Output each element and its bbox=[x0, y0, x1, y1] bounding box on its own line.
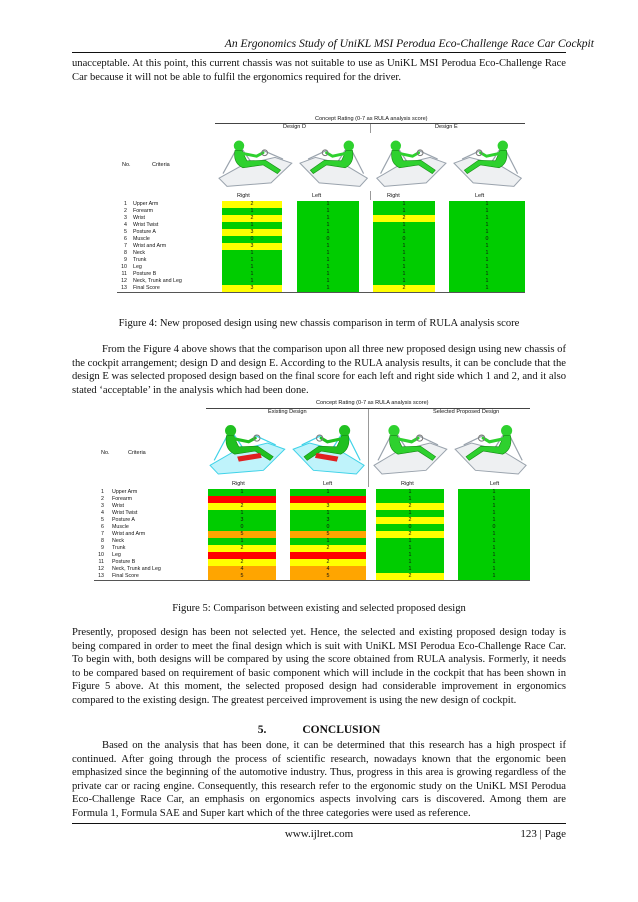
criteria-cell: Forearm bbox=[112, 496, 133, 502]
score-cell: 2 bbox=[290, 545, 366, 552]
table-row bbox=[105, 229, 525, 236]
row-number: 7 bbox=[101, 531, 104, 537]
existing-design-label: Existing Design bbox=[268, 409, 307, 415]
score-cell: 2 bbox=[208, 559, 276, 566]
score-cell: 1 bbox=[208, 538, 276, 545]
score-cell: 0 bbox=[458, 524, 530, 531]
score-cell: 1 bbox=[297, 222, 359, 229]
score-cell: 1 bbox=[373, 229, 435, 236]
score-cell: 1 bbox=[458, 552, 530, 559]
score-cell: 2 bbox=[373, 285, 435, 292]
figure-4-caption: Figure 4: New proposed design using new chassis comparison in term of RULA analysis score bbox=[118, 318, 520, 329]
side-label: Right bbox=[237, 193, 250, 199]
table-row bbox=[90, 524, 530, 531]
score-cell: 1 bbox=[373, 278, 435, 285]
criteria-cell: Forearm bbox=[133, 208, 154, 214]
score-cell: 1 bbox=[222, 257, 282, 264]
rula-illustration bbox=[206, 417, 288, 479]
score-cell: 1 bbox=[449, 215, 525, 222]
row-number: 5 bbox=[124, 229, 127, 235]
score-cell: 2 bbox=[222, 215, 282, 222]
table-bottom-rule bbox=[94, 580, 530, 581]
criteria-cell: Upper Arm bbox=[133, 201, 159, 207]
score-cell bbox=[208, 552, 276, 559]
score-cell: 1 bbox=[297, 243, 359, 250]
table-row bbox=[105, 215, 525, 222]
score-cell: 4 bbox=[208, 566, 276, 573]
score-cell: 5 bbox=[290, 531, 366, 538]
row-number: 4 bbox=[101, 510, 104, 516]
table-row bbox=[90, 545, 530, 552]
row-number: 10 bbox=[121, 264, 127, 270]
criteria-label: Criteria bbox=[128, 450, 146, 456]
score-cell: 1 bbox=[297, 215, 359, 222]
side-label: Left bbox=[312, 193, 322, 199]
no-label: No. bbox=[101, 450, 110, 456]
criteria-cell: Leg bbox=[133, 264, 142, 270]
design-e-label: Design E bbox=[435, 124, 458, 130]
score-cell: 2 bbox=[208, 503, 276, 510]
score-cell: 1 bbox=[373, 271, 435, 278]
criteria-cell: Wrist and Arm bbox=[133, 243, 167, 249]
rula-illustration bbox=[297, 133, 371, 191]
footer-rule bbox=[72, 823, 566, 824]
score-cell: 1 bbox=[376, 510, 444, 517]
row-number: 3 bbox=[124, 215, 127, 221]
score-cell: 2 bbox=[373, 215, 435, 222]
table-row bbox=[90, 517, 530, 524]
row-number: 2 bbox=[101, 496, 104, 502]
score-cell: 0 bbox=[290, 524, 366, 531]
row-number: 12 bbox=[121, 278, 127, 284]
criteria-cell: Wrist Twist bbox=[112, 510, 138, 516]
score-cell: 1 bbox=[449, 208, 525, 215]
table-bottom-rule bbox=[117, 292, 525, 293]
score-cell: 1 bbox=[373, 243, 435, 250]
table-row bbox=[90, 531, 530, 538]
score-cell: 3 bbox=[290, 503, 366, 510]
score-cell: 1 bbox=[297, 271, 359, 278]
table-row bbox=[90, 538, 530, 545]
score-cell: 1 bbox=[376, 552, 444, 559]
score-cell: 1 bbox=[290, 489, 366, 496]
score-cell: 1 bbox=[297, 257, 359, 264]
score-cell: 1 bbox=[222, 222, 282, 229]
row-number: 11 bbox=[98, 559, 104, 565]
score-cell: 1 bbox=[297, 285, 359, 292]
page-number: 123 | Page bbox=[520, 828, 566, 840]
rula-illustration bbox=[451, 133, 525, 191]
rula-illustration bbox=[215, 133, 295, 191]
table-row bbox=[90, 503, 530, 510]
score-cell: 1 bbox=[297, 201, 359, 208]
table-row bbox=[105, 264, 525, 271]
score-table bbox=[90, 489, 530, 580]
section-number: 5. bbox=[257, 724, 267, 736]
score-cell: 5 bbox=[208, 531, 276, 538]
rula-illustration bbox=[373, 133, 449, 191]
row-number: 13 bbox=[121, 285, 127, 291]
paragraph-conclusion: Based on the analysis that has been done, it can be determined that this research has a high prospect if continued. After going through the process of scientific research, nowadays known that the ergonomic been emphasized since the beginning of the automotive industry. Thus, progress in this area is growing regardless of the private car or racing engine. Consequently, this research refer to the ergonomic study on the UniKL MSI Perodua Eco-Challenge Race Car, an emphasis on ergonomics aspects involving cars is discovered. Among them are Formula 1, Formula SAE and Super kart which of the three categories were used as reference. bbox=[72, 740, 566, 819]
score-cell: 1 bbox=[373, 222, 435, 229]
score-cell: 1 bbox=[376, 559, 444, 566]
rula-illustration bbox=[290, 417, 368, 479]
row-number: 9 bbox=[124, 257, 127, 263]
score-cell: 0 bbox=[222, 236, 282, 243]
side-label: Right bbox=[387, 193, 400, 199]
criteria-cell: Wrist and Arm bbox=[112, 531, 146, 537]
table-row bbox=[105, 285, 525, 292]
score-cell: 1 bbox=[297, 250, 359, 257]
score-cell: 1 bbox=[373, 208, 435, 215]
table-row bbox=[90, 489, 530, 496]
running-head: An Ergonomics Study of UniKL MSI Perodua Eco-Challenge Race Car Cockpit bbox=[224, 37, 594, 50]
criteria-cell: Wrist bbox=[112, 503, 124, 509]
criteria-cell: Final Score bbox=[133, 285, 160, 291]
score-cell: 1 bbox=[458, 496, 530, 503]
score-cell: 1 bbox=[458, 538, 530, 545]
score-cell: 1 bbox=[458, 566, 530, 573]
score-cell: 1 bbox=[458, 489, 530, 496]
score-cell: 5 bbox=[290, 573, 366, 580]
table-row bbox=[90, 559, 530, 566]
criteria-cell: Posture B bbox=[133, 271, 157, 277]
no-label: No. bbox=[122, 162, 131, 168]
score-cell: 1 bbox=[290, 538, 366, 545]
score-cell: 2 bbox=[376, 503, 444, 510]
side-label: Left bbox=[323, 481, 333, 487]
section-title: CONCLUSION bbox=[302, 724, 381, 736]
score-cell: 1 bbox=[373, 257, 435, 264]
score-cell: 1 bbox=[376, 538, 444, 545]
criteria-cell: Posture A bbox=[112, 517, 135, 523]
score-cell: 1 bbox=[458, 559, 530, 566]
score-cell: 1 bbox=[376, 489, 444, 496]
figure-4 bbox=[105, 116, 525, 302]
score-cell: 2 bbox=[222, 201, 282, 208]
score-cell: 1 bbox=[290, 510, 366, 517]
criteria-cell: Final Score bbox=[112, 573, 139, 579]
score-cell: 1 bbox=[449, 285, 525, 292]
row-number: 12 bbox=[98, 566, 104, 572]
criteria-cell: Neck, Trunk and Leg bbox=[133, 278, 182, 284]
score-cell: 1 bbox=[373, 201, 435, 208]
score-cell: 1 bbox=[297, 264, 359, 271]
rula-illustration bbox=[370, 417, 450, 479]
criteria-cell: Upper Arm bbox=[112, 489, 138, 495]
selected-design-label: Selected Proposed Design bbox=[433, 409, 500, 415]
table-row bbox=[105, 250, 525, 257]
score-cell: 1 bbox=[449, 250, 525, 257]
criteria-label: Criteria bbox=[152, 162, 170, 168]
score-cell: 1 bbox=[222, 271, 282, 278]
score-cell bbox=[290, 552, 366, 559]
score-cell: 1 bbox=[449, 257, 525, 264]
design-d-label: Design D bbox=[283, 124, 307, 130]
criteria-cell: Neck, Trunk and Leg bbox=[112, 566, 161, 572]
design-pictures bbox=[215, 133, 527, 191]
score-cell: 1 bbox=[376, 545, 444, 552]
criteria-cell: Posture B bbox=[112, 559, 136, 565]
row-number: 8 bbox=[101, 538, 104, 544]
criteria-cell: Muscle bbox=[112, 524, 129, 530]
criteria-cell: Posture A bbox=[133, 229, 156, 235]
side-label: Left bbox=[490, 481, 500, 487]
row-number: 11 bbox=[121, 271, 127, 277]
table-row bbox=[90, 573, 530, 580]
figure-5-caption: Figure 5: Comparison between existing and selected proposed design bbox=[172, 603, 466, 614]
table-row bbox=[105, 208, 525, 215]
design-pictures bbox=[206, 417, 532, 479]
score-cell bbox=[290, 496, 366, 503]
row-number: 2 bbox=[124, 208, 127, 214]
table-row bbox=[105, 243, 525, 250]
score-cell: 2 bbox=[376, 531, 444, 538]
row-number: 3 bbox=[101, 503, 104, 509]
row-number: 13 bbox=[98, 573, 104, 579]
criteria-cell: Wrist bbox=[133, 215, 145, 221]
criteria-cell: Trunk bbox=[133, 257, 147, 263]
table-row bbox=[105, 201, 525, 208]
score-cell: 1 bbox=[222, 278, 282, 285]
score-cell: 1 bbox=[458, 517, 530, 524]
score-cell: 0 bbox=[208, 524, 276, 531]
header-rule bbox=[72, 52, 566, 53]
score-cell: 1 bbox=[222, 250, 282, 257]
table-row bbox=[105, 236, 525, 243]
table-row bbox=[105, 271, 525, 278]
criteria-cell: Muscle bbox=[133, 236, 150, 242]
score-cell: 1 bbox=[458, 573, 530, 580]
row-number: 5 bbox=[101, 517, 104, 523]
row-number: 6 bbox=[101, 524, 104, 530]
row-number: 9 bbox=[101, 545, 104, 551]
row-number: 7 bbox=[124, 243, 127, 249]
score-cell: 1 bbox=[222, 264, 282, 271]
score-cell: 1 bbox=[449, 264, 525, 271]
score-cell bbox=[208, 496, 276, 503]
table-row bbox=[105, 278, 525, 285]
score-cell: 2 bbox=[376, 573, 444, 580]
score-cell: 3 bbox=[222, 285, 282, 292]
concept-title: Concept Rating (0-7 as RULA analysis score) bbox=[316, 400, 429, 406]
score-cell: 5 bbox=[208, 573, 276, 580]
row-number: 10 bbox=[98, 552, 104, 558]
rula-illustration bbox=[452, 417, 530, 479]
score-cell: 3 bbox=[222, 229, 282, 236]
table-row bbox=[90, 496, 530, 503]
criteria-cell: Neck bbox=[133, 250, 146, 256]
score-cell: 1 bbox=[458, 545, 530, 552]
score-cell: 4 bbox=[290, 566, 366, 573]
score-cell: 1 bbox=[376, 496, 444, 503]
criteria-cell: Neck bbox=[112, 538, 125, 544]
score-cell: 3 bbox=[290, 517, 366, 524]
score-cell: 1 bbox=[449, 271, 525, 278]
row-number: 1 bbox=[124, 201, 127, 207]
score-cell: 1 bbox=[297, 278, 359, 285]
score-cell: 1 bbox=[208, 489, 276, 496]
paragraph-intro: unacceptable. At this point, this current chassis was not suitable to use as UniKL MSI Perodua Eco-Challenge Race Car because it will not be able to fulfil the ergonomics required for the driver. bbox=[72, 58, 566, 83]
table-row bbox=[105, 257, 525, 264]
score-cell: 0 bbox=[297, 236, 359, 243]
score-cell: 3 bbox=[222, 243, 282, 250]
score-cell: 1 bbox=[373, 264, 435, 271]
score-cell: 1 bbox=[222, 208, 282, 215]
footer-url: www.ijlret.com bbox=[284, 828, 354, 840]
score-cell: 2 bbox=[376, 517, 444, 524]
row-number: 4 bbox=[124, 222, 127, 228]
score-cell: 1 bbox=[449, 278, 525, 285]
score-cell: 0 bbox=[376, 524, 444, 531]
side-label: Left bbox=[475, 193, 485, 199]
table-row bbox=[90, 552, 530, 559]
table-row bbox=[90, 510, 530, 517]
paragraph-figure-4-discussion: From the Figure 4 above shows that the comparison upon all three new proposed design using new chassis of the cockpit arrangement; design D and design E. According to the RULA analysis results, it can be conclude that the design E was selected proposed design based on the final score for each left and right side which 1 and 2, and it also stated ‘acceptable’ in the analysis which had been done. bbox=[72, 344, 566, 396]
score-cell: 0 bbox=[449, 236, 525, 243]
section-heading bbox=[72, 724, 566, 736]
score-cell: 1 bbox=[376, 566, 444, 573]
score-cell: 1 bbox=[449, 201, 525, 208]
paragraph-comparison: Presently, proposed design has been not selected yet. Hence, the selected and existing proposed design today is being compared in order to meet the final design which is suit with UniKL MSI Perodua Eco-Challenge Race Car. To begin with, both designs will be compared by using the score obtained from RULA analysis. Formerly, it needs to be compared based on requirement of basic component which will include in the cockpit that has been shown in Figure 5 above. At this moment, the selected proposed design had considerable improvement in ergonomics compared to the existing design. The greatest perceived improvement is using the new design of cockpit. bbox=[72, 627, 566, 706]
figure-5 bbox=[90, 400, 530, 592]
score-cell: 1 bbox=[297, 208, 359, 215]
score-cell: 0 bbox=[373, 236, 435, 243]
side-label: Right bbox=[401, 481, 414, 487]
score-cell: 1 bbox=[297, 229, 359, 236]
row-number: 6 bbox=[124, 236, 127, 242]
score-table bbox=[105, 201, 525, 292]
table-row bbox=[90, 566, 530, 573]
score-cell: 1 bbox=[449, 222, 525, 229]
row-number: 8 bbox=[124, 250, 127, 256]
side-label: Right bbox=[232, 481, 245, 487]
score-cell: 1 bbox=[458, 531, 530, 538]
score-cell: 1 bbox=[449, 229, 525, 236]
score-cell: 1 bbox=[449, 243, 525, 250]
concept-title: Concept Rating (0-7 as RULA analysis score) bbox=[315, 116, 428, 122]
score-cell: 1 bbox=[373, 250, 435, 257]
score-cell: 1 bbox=[458, 510, 530, 517]
table-row bbox=[105, 222, 525, 229]
score-cell: 1 bbox=[458, 503, 530, 510]
score-cell: 2 bbox=[290, 559, 366, 566]
row-number: 1 bbox=[101, 489, 104, 495]
criteria-cell: Trunk bbox=[112, 545, 126, 551]
criteria-cell: Wrist Twist bbox=[133, 222, 159, 228]
score-cell: 2 bbox=[208, 545, 276, 552]
score-cell: 1 bbox=[208, 510, 276, 517]
criteria-cell: Leg bbox=[112, 552, 121, 558]
score-cell: 3 bbox=[208, 517, 276, 524]
